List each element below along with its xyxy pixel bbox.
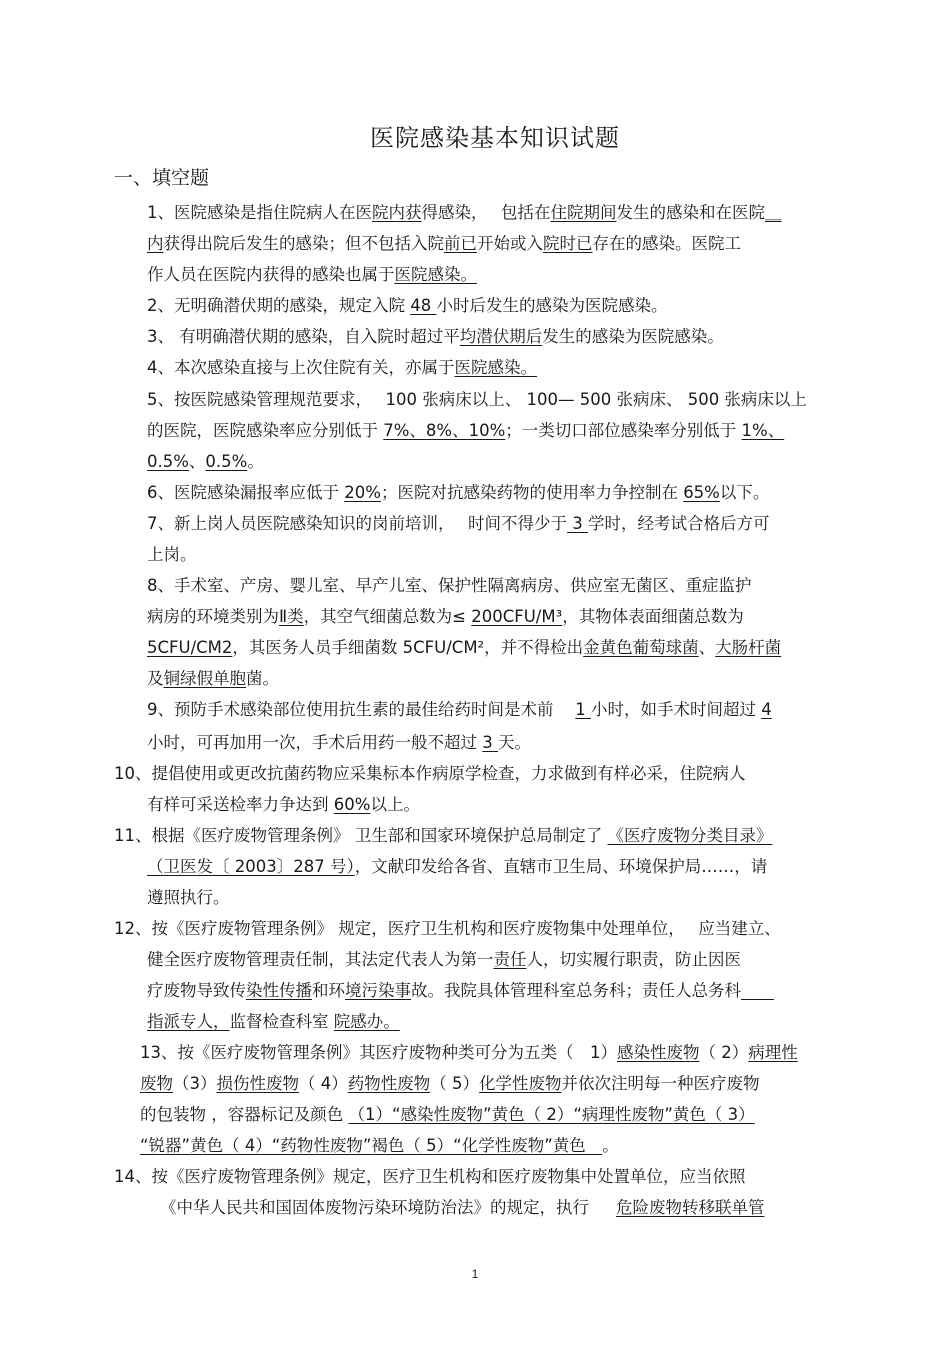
answer-blank: 20% <box>344 483 381 502</box>
text-segment: 以上。 <box>370 795 420 814</box>
text-segment: ，其医务人员手细菌数 5CFU/CM²，并不得检出 <box>232 638 584 657</box>
text-line <box>147 514 770 534</box>
text-segment: 小时后发生的感染为医院感染。 <box>436 296 668 315</box>
answer-blank: 病理性 <box>748 1043 798 1062</box>
text-segment: 有样可采送检率力争达到 <box>147 795 334 814</box>
page-number: 1 <box>471 1267 479 1281</box>
answer-blank: 危险废物转移联单管 <box>616 1198 765 1217</box>
text-segment: 和环 <box>312 981 345 1000</box>
answer-blank: 1%、 <box>741 421 785 440</box>
text-segment: 存在的感染。医院工 <box>592 234 741 253</box>
text-segment: ，文献印发给各省、直辖市卫生局、环境保护局……，请 <box>354 857 768 876</box>
text-line <box>114 1167 746 1187</box>
answer-blank: 院内获 <box>372 203 422 222</box>
answer-blank: 境污染事 <box>345 981 411 1000</box>
answer-blank: 责任 <box>493 950 527 969</box>
text-segment: 以下。 <box>719 483 770 502</box>
text-line <box>114 919 781 939</box>
text-segment: 的医院，医院感染率应分别低于 <box>147 421 384 440</box>
answer-blank: 指派专人， <box>147 1012 230 1031</box>
text-segment: 6、医院感染漏报率应低于 <box>147 483 345 502</box>
text-line <box>147 234 741 254</box>
text-segment: 10、提倡使用或更改抗菌药物应采集标本作病原学检查，力求做到有样必采，住院病人 <box>114 764 746 783</box>
answer-blank: “锐器”黄色（ 4）“药物性废物”褐色（ 5）“化学性废物”黄色 <box>140 1136 603 1155</box>
text-segment: 、 <box>188 452 206 471</box>
answer-blank: （1）“感染性废物”黄色（ 2）“病理性废物”黄色（ 3） <box>348 1105 755 1124</box>
answer-blank: Ⅱ类 <box>279 607 304 626</box>
text-segment: （ 4） <box>299 1074 348 1093</box>
text-line <box>147 857 767 877</box>
text-line <box>147 545 197 565</box>
text-line <box>147 327 724 347</box>
text-segment: ，其物体表面细菌总数为 <box>562 607 744 626</box>
answer-blank: 医院感染。 <box>394 265 477 284</box>
text-segment: 健全医疗废物管理责任制，其法定代表人为第一 <box>147 950 494 969</box>
answer-blank: 5CFU/CM2 <box>147 638 233 657</box>
text-segment: 小时，如手术时间超过 <box>591 700 762 719</box>
answer-blank: 院感办。 <box>333 1012 400 1031</box>
answer-blank: 《医疗废物分类目录》 <box>607 826 773 845</box>
text-line <box>147 358 537 378</box>
text-line <box>147 203 782 223</box>
answer-blank: 4 <box>761 700 772 719</box>
text-segment: 。 <box>247 452 264 471</box>
text-segment: 疗废物导致传 <box>147 981 246 1000</box>
answer-blank: 住院期间 <box>550 203 617 222</box>
text-line <box>140 1043 798 1063</box>
text-segment: 学时，经考试合格后方可 <box>588 514 770 533</box>
text-line <box>147 296 668 316</box>
text-line <box>147 607 744 627</box>
text-line <box>147 795 420 815</box>
text-segment: 7、新上岗人员医院感染知识的岗前培训， 时间不得少于 <box>147 514 567 533</box>
answer-blank: 损伤性废物 <box>216 1074 299 1093</box>
text-line <box>147 1012 400 1032</box>
answer-blank: 药物性废物 <box>347 1074 431 1093</box>
text-segment: 开始或入 <box>477 234 543 253</box>
text-segment: 遵照执行。 <box>147 888 230 907</box>
text-line <box>147 638 781 658</box>
answer-blank: 3 <box>567 514 588 533</box>
text-line <box>147 888 230 908</box>
text-segment: 4、本次感染直接与上次住院有关，亦属于 <box>147 358 455 377</box>
text-segment: 。 <box>602 1136 619 1155</box>
text-line <box>147 576 752 596</box>
text-segment: 发生的感染和在医院 <box>616 203 765 222</box>
text-segment: 1、医院感染是指住院病人在医 <box>147 203 372 222</box>
text-line <box>147 669 279 689</box>
text-segment: 的包装物 ，容器标记及颜色 <box>140 1105 349 1124</box>
text-segment: 12、按《医疗废物管理条例》 规定，医疗卫生机构和医疗废物集中处理单位， 应当建立、 <box>114 919 781 938</box>
answer-blank: 前已 <box>444 234 477 253</box>
section-heading: 一、填空题 <box>114 167 210 189</box>
text-segment: 得感染， 包括在 <box>421 203 551 222</box>
text-line <box>147 452 264 472</box>
text-segment: 11、根据《医疗废物管理条例》 卫生部和国家环境保护总局制定了 <box>114 826 608 845</box>
answer-blank: 3 <box>482 733 498 752</box>
text-line <box>147 981 774 1001</box>
text-segment: （ 5） <box>430 1074 479 1093</box>
answer-blank: 院时已 <box>543 234 593 253</box>
text-segment: 菌。 <box>246 669 279 688</box>
text-segment: ；医院对抗感染药物的使用率力争控制在 <box>380 483 684 502</box>
answer-blank: 200CFU/M³ <box>471 607 563 626</box>
answer-blank: 7%、8%、10% <box>383 421 506 440</box>
answer-blank: 均潜伏期后 <box>459 327 543 346</box>
answer-blank: 染性传播 <box>246 981 312 1000</box>
answer-blank: 48 <box>410 296 437 315</box>
text-line <box>114 764 746 784</box>
answer-blank: 1 <box>575 700 591 719</box>
document-title: 医院感染基本知识试题 <box>370 124 620 152</box>
answer-blank: 60% <box>333 795 371 814</box>
text-segment: 人，切实履行职责，防止因医 <box>526 950 741 969</box>
text-segment: （3） <box>173 1074 217 1093</box>
text-segment: 、 <box>698 638 716 657</box>
text-segment: 故。我院具体管理科室总务科；责任人总务科 <box>411 981 741 1000</box>
answer-blank: 65% <box>683 483 720 502</box>
text-line <box>147 265 477 285</box>
text-line <box>160 1198 765 1218</box>
text-segment: 9、预防手术感染部位使用抗生素的最佳给药时间是术前 <box>147 700 576 719</box>
answer-blank: 铜绿假单胞 <box>163 669 246 688</box>
text-line <box>140 1074 760 1094</box>
text-line <box>147 421 784 441</box>
text-segment: 小时，可再加用一次，手术后用药一般不超过 <box>147 733 483 752</box>
text-segment: 作人员在医院内获得的感染也属于 <box>147 265 395 284</box>
text-segment: 天。 <box>498 733 531 752</box>
text-segment: 《中华人民共和国固体废物污染环境防治法》的规定，执行 <box>160 1198 616 1217</box>
text-segment: 上岗。 <box>147 545 197 564</box>
answer-blank <box>741 981 774 1000</box>
answer-blank: 金黄色葡萄球菌 <box>583 638 699 657</box>
text-segment: 发生的感染为医院感染。 <box>542 327 724 346</box>
text-segment: 14、按《医疗废物管理条例》规定，医疗卫生机构和医疗废物集中处置单位，应当依照 <box>114 1167 746 1186</box>
text-segment: 2、无明确潜伏期的感染，规定入院 <box>147 296 411 315</box>
answer-blank: （卫医发〔 2003〕287 号） <box>147 857 355 876</box>
text-segment: 13、按《医疗废物管理条例》其医疗废物种类可分为五类（ 1） <box>140 1043 617 1062</box>
answer-blank: 医院感染。 <box>454 358 537 377</box>
text-segment: ，其空气细菌总数为≤ <box>303 607 472 626</box>
text-line <box>147 950 741 970</box>
text-line <box>140 1136 619 1156</box>
answer-blank: 废物 <box>140 1074 173 1093</box>
text-line <box>147 483 769 503</box>
text-line <box>147 390 807 410</box>
text-segment: 5、按医院感染管理规范要求， 100 张病床以上、 100— 500 张病床、 500 张病床以上 <box>147 390 807 409</box>
text-segment: ；一类切口部位感染率分别低于 <box>505 421 742 440</box>
text-line <box>147 700 772 720</box>
answer-blank: 内 <box>147 234 164 253</box>
answer-blank: 感染性废物 <box>617 1043 700 1062</box>
answer-blank: 0.5% <box>205 452 248 471</box>
answer-blank: 大肠杆菌 <box>715 638 782 657</box>
text-line <box>140 1105 755 1125</box>
text-segment: 监督检查科室 <box>229 1012 334 1031</box>
text-segment: 3、 有明确潜伏期的感染，自入院时超过平 <box>147 327 460 346</box>
answer-blank: 化学性废物 <box>479 1074 562 1093</box>
text-line <box>147 733 531 753</box>
text-line <box>114 826 773 846</box>
text-segment: （ 2） <box>699 1043 749 1062</box>
answer-blank: ＿ <box>765 203 782 222</box>
answer-blank: 0.5% <box>147 452 189 471</box>
text-segment: 8、手术室、产房、婴儿室、早产儿室、保护性隔离病房、供应室无菌区、重症监护 <box>147 576 752 595</box>
text-segment: 病房的环境类别为 <box>147 607 279 626</box>
text-segment: 获得出院后发生的感染；但不包括入院 <box>163 234 444 253</box>
text-segment: 并依次注明每一种医疗废物 <box>561 1074 760 1093</box>
text-segment: 及 <box>147 669 164 688</box>
